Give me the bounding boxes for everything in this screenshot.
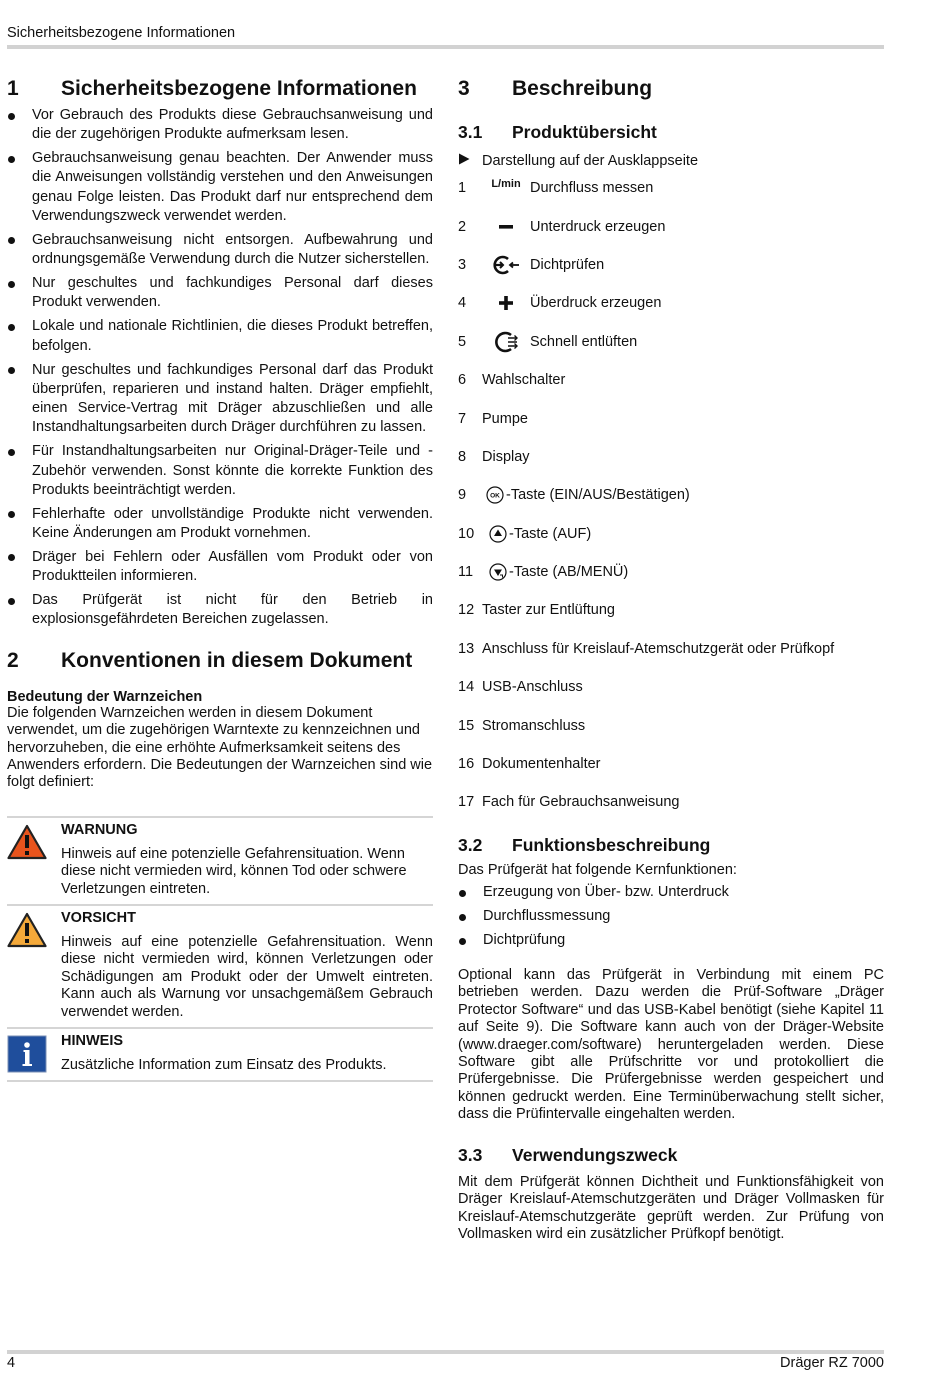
signal-title: HINWEIS xyxy=(61,1033,124,1050)
list-item: Gebrauchsanweisung genau beachten. Der Anwender muss die Anweisungen vollständig verstehen und den Anweisungen genau Folge leisten. Das Produkt darf nur entsprechend dem Verwendungszweck verwendet werden. xyxy=(7,149,433,226)
subsection-title: Verwendungszweck xyxy=(512,1144,678,1165)
function-intro: Das Prüfgerät hat folgende Kernfunktionen: xyxy=(458,861,737,878)
list-item: 5 Schnell entlüften xyxy=(458,323,884,361)
list-item: Nur geschultes und fachkundiges Personal darf dieses Produkt verwenden. xyxy=(7,274,433,313)
warning-triangle-icon xyxy=(7,824,47,865)
section-1-heading xyxy=(7,76,433,102)
caution-triangle-icon xyxy=(7,912,47,953)
left-column xyxy=(7,76,433,1082)
signal-text: Zusätzliche Information zum Einsatz des Produkts. xyxy=(61,1057,387,1074)
intro-paragraph: Die folgenden Warnzeichen werden in diesem Dokument verwendet, um die zugehörigen Warntexte zu kennzeichnen und hervorzuheben, die eine erhöhte Aufmerksamkeit seitens des Anwenders erfordern. Die Bedeutungen der Warnzeichen sind wie folgt definiert: xyxy=(7,704,433,791)
leak-test-icon xyxy=(482,254,530,276)
footer-rule xyxy=(7,1350,884,1354)
subsection-3-3-heading xyxy=(458,1144,884,1166)
list-item: 2 Unterdruck erzeugen xyxy=(458,218,666,235)
subheading: Bedeutung der Warnzeichen xyxy=(7,688,203,705)
section-title: Sicherheitsbezogene Informationen xyxy=(61,77,417,100)
list-item: 9 OK -Taste (EIN/AUS/Bestätigen) xyxy=(458,487,690,504)
list-item: 6 Wahlschalter xyxy=(458,372,566,389)
reference-text: Darstellung auf der Ausklappseite xyxy=(482,153,699,169)
subsection-number: 3.2 xyxy=(458,834,483,855)
subsection-number: 3.3 xyxy=(458,1144,483,1165)
purpose-paragraph: Mit dem Prüfgerät können Dichtheit und Funktionsfähigkeit von Dräger Kreislauf-Atemschutzgeräten und Dräger Vollmasken für Kreislauf-Atemschutzgeräte geprüft werden. Zur Prüfung von Vollmasken wird ein zusätzlicher Prüfkopf benötigt. xyxy=(458,1173,884,1242)
subsection-title: Produktübersicht xyxy=(512,122,657,142)
svg-text:OK: OK xyxy=(490,492,500,500)
note-block xyxy=(7,1027,433,1082)
list-item: 13 Anschluss für Kreislauf-Atemschutzgerät oder Prüfkopf xyxy=(458,640,835,657)
section-title: Beschreibung xyxy=(512,77,653,100)
list-item: 4 Überdruck erzeugen xyxy=(458,295,662,312)
warning-block xyxy=(7,816,433,904)
list-item: Für Instandhaltungsarbeiten nur Original-Dräger-Teile und -Zubehör verwenden. Sonst könnte die korrekte Funktion des Produkts beeinträchtigt werden. xyxy=(7,442,433,500)
list-item: Dräger bei Fehlern oder Ausfällen vom Produkt oder von Produktteilen informieren. xyxy=(7,548,433,587)
list-item: Durchflussmessung xyxy=(458,907,884,926)
list-item: 8 Display xyxy=(458,448,530,465)
list-item: 1 L/min Durchfluss messen xyxy=(458,178,654,197)
section-title: Konventionen in diesem Dokument xyxy=(61,648,413,672)
section-number: 2 xyxy=(7,648,19,672)
plus-icon xyxy=(482,295,530,311)
section-2-heading xyxy=(7,648,433,674)
flow-lmin-icon: L/min xyxy=(491,178,521,191)
function-paragraph: Optional kann das Prüfgerät in Verbindung mit einem PC betrieben werden. Dazu werden die Prüf-Software „Dräger Protector Software“ und das USB-Kabel benötigt (siehe Kapitel 11 auf Seite 9). Die Software kann auch von der Dräger-Website (www.draeger.com/software) heruntergeladen werden. Diese Software gibt alle Prüfschritte vor und protokolliert die Prüfergebnisse. Die Prüfergebnisse werden gespeichert und können gedruckt werden. Eine Terminüberwachung stellt sicher, dass die Prüfintervalle eingehalten werden. xyxy=(458,967,884,1123)
running-header: Sicherheitsbezogene Informationen xyxy=(7,25,236,41)
list-item: Fehlerhafte oder unvollständige Produkte nicht verwenden. Keine Änderungen am Produkt vornehmen. xyxy=(7,505,433,544)
section-number: 3 xyxy=(458,77,470,100)
info-icon xyxy=(7,1035,47,1078)
caution-block xyxy=(7,904,433,1027)
subsection-title: Funktionsbeschreibung xyxy=(512,834,711,855)
minus-icon xyxy=(482,219,530,235)
safety-bullet-list xyxy=(7,106,433,630)
signal-text: Hinweis auf eine potenzielle Gefahrensituation. Wenn diese nicht vermieden wird, können Verletzungen oder Schädigungen am Produkt oder der Umwelt eintreten. Kann auch als Warnung vor unsachgemäßem Gebrauch verwendet werden. xyxy=(61,934,433,1020)
arrow-right-icon xyxy=(458,153,482,169)
list-item: Nur geschultes und fachkundiges Personal darf das Produkt überprüfen, reparieren und instand halten. Dräger empfiehlt, einen Service-Vertrag mit Dräger abzuschließen und alle Instandhaltungsarbeiten durch Dräger durchführen zu lassen. xyxy=(7,361,433,438)
subsection-3-1-heading xyxy=(458,121,884,143)
list-item: Das Prüfgerät ist nicht für den Betrieb in explosionsgefährdeten Bereichen zugelassen. xyxy=(7,591,433,630)
list-item: Dichtprüfung xyxy=(458,931,884,950)
footer-product-name: Dräger RZ 7000 xyxy=(780,1355,884,1371)
list-item: 17 Fach für Gebrauchsanweisung xyxy=(458,794,680,811)
list-item: Gebrauchsanweisung nicht entsorgen. Aufbewahrung und ordnungsgemäße Verwendung durch die Nutzer sicherstellen. xyxy=(7,231,433,270)
subsection-number: 3.1 xyxy=(458,122,483,142)
signal-title: VORSICHT xyxy=(61,910,136,927)
signal-word-table xyxy=(7,816,433,1083)
list-item: 11 -Taste (AB/MENÜ) xyxy=(458,564,629,581)
list-item: Erzeugung von Über- bzw. Unterdruck xyxy=(458,883,884,902)
list-item: 3 Dichtprüfen xyxy=(458,246,884,284)
product-overview-list xyxy=(458,169,884,822)
section-number: 1 xyxy=(7,77,19,100)
up-button-icon xyxy=(488,524,508,544)
signal-title: WARNUNG xyxy=(61,821,138,838)
list-item: 14 USB-Anschluss xyxy=(458,679,583,696)
list-item: Vor Gebrauch des Produkts diese Gebrauchsanweisung und die der zugehörigen Produkte aufmerksam lesen. xyxy=(7,106,433,145)
subsection-3-2-heading xyxy=(458,834,884,856)
list-item: 12 Taster zur Entlüftung xyxy=(458,602,615,619)
ok-button-icon xyxy=(485,485,505,505)
function-bullet-list xyxy=(458,883,884,950)
list-item: 7 Pumpe xyxy=(458,410,528,427)
signal-text: Hinweis auf eine potenzielle Gefahrensituation. Wenn diese nicht vermieden wird, können Tod oder schwere Verletzungen eintreten. xyxy=(61,845,407,897)
vent-icon xyxy=(482,330,530,354)
page-number: 4 xyxy=(7,1355,16,1371)
list-item: Lokale und nationale Richtlinien, die dieses Produkt betreffen, befolgen. xyxy=(7,317,433,356)
list-item: 10 -Taste (AUF) xyxy=(458,525,592,542)
down-button-icon xyxy=(488,562,508,582)
right-column xyxy=(458,76,884,1243)
list-item: 15 Stromanschluss xyxy=(458,717,586,734)
header-rule xyxy=(7,45,884,49)
list-item: 16 Dokumentenhalter xyxy=(458,756,601,773)
section-3-heading xyxy=(458,76,884,102)
